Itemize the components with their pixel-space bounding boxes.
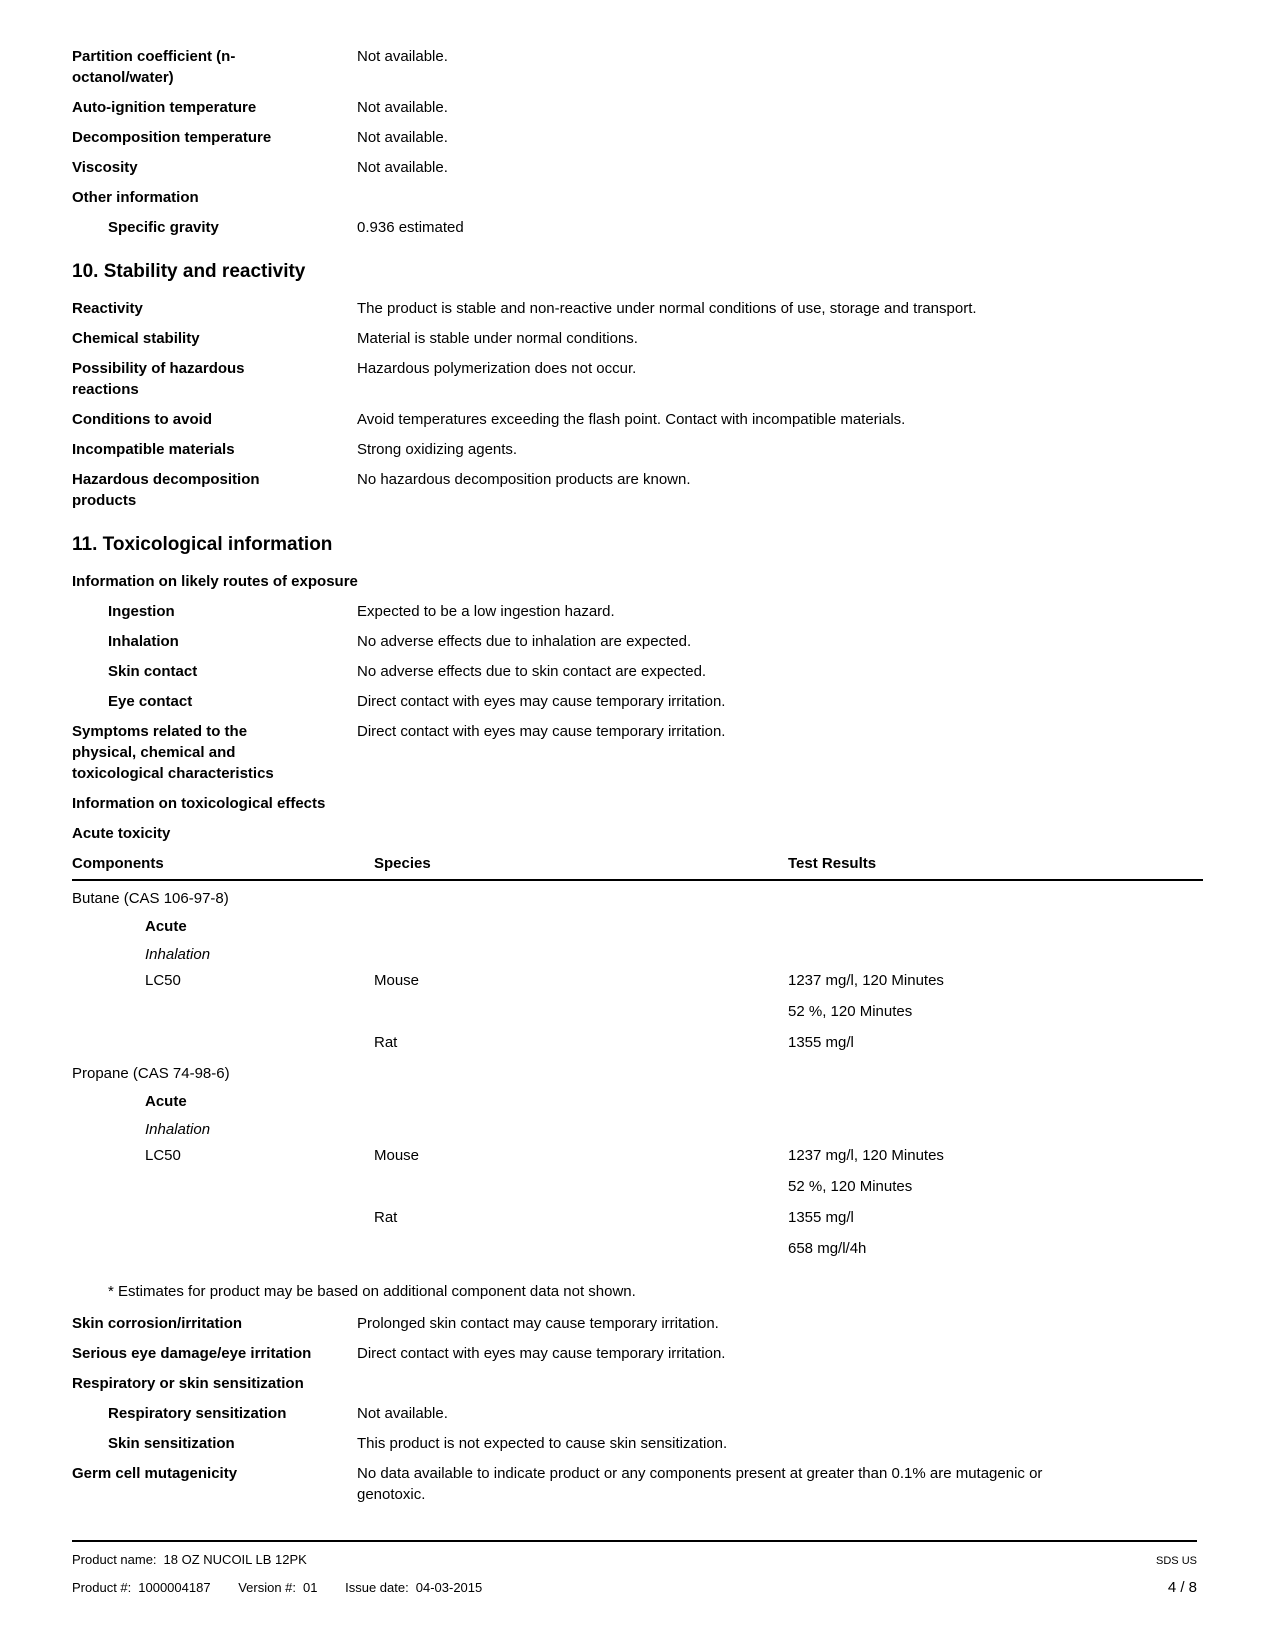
toxicological-effects-heading: Information on toxicological effects (72, 795, 326, 812)
species-cell: Mouse (374, 1147, 420, 1164)
result-cell: 1237 mg/l, 120 Minutes (788, 1147, 944, 1164)
table-row (72, 1145, 1203, 1166)
version-value: 01 (303, 1580, 318, 1595)
property-label: Decomposition temperature (72, 129, 272, 146)
page-footer (72, 1540, 1197, 1596)
physical-properties-section (72, 46, 1203, 238)
property-row (72, 601, 1203, 622)
property-label: Ingestion (108, 603, 175, 620)
property-label: Partition coefficient (n-octanol/water) (72, 48, 236, 86)
product-number-value: 1000004187 (138, 1580, 211, 1595)
routes-of-exposure-heading: Information on likely routes of exposure (72, 573, 358, 590)
test-cell (72, 1207, 374, 1228)
version-label: Version #: (238, 1580, 297, 1595)
result-cell: 658 mg/l/4h (788, 1240, 867, 1257)
property-label: Specific gravity (108, 219, 219, 236)
toxicity-class: Acute (145, 918, 187, 935)
property-value: Direct contact with eyes may cause temporary irritation. (357, 1345, 726, 1362)
property-value: This product is not expected to cause skin sensitization. (357, 1435, 728, 1452)
property-label: Skin contact (108, 663, 198, 680)
property-label: Conditions to avoid (72, 411, 212, 428)
test-cell: LC50 (145, 1147, 181, 1164)
property-label: Incompatible materials (72, 441, 235, 458)
acute-toxicity-table (72, 853, 1203, 1259)
product-name (72, 1551, 307, 1568)
result-cell: 52 %, 120 Minutes (788, 1178, 913, 1195)
section-11-title: 11. Toxicological information (72, 534, 333, 555)
species-cell (374, 1238, 788, 1259)
acute-toxicity-heading: Acute toxicity (72, 825, 171, 842)
property-value: No data available to indicate product or any components present at greater than 0.1% are mutagenic or genotoxic. (357, 1465, 1043, 1503)
footer-row (72, 1551, 1197, 1570)
property-row (72, 631, 1203, 652)
property-row (72, 97, 1203, 118)
property-value: The product is stable and non-reactive under normal conditions of use, storage and transport. (357, 300, 977, 317)
property-value: Not available. (357, 129, 448, 146)
property-row (72, 661, 1203, 682)
property-row (72, 469, 1203, 511)
issue-date-value: 04-03-2015 (415, 1580, 483, 1595)
property-label: Eye contact (108, 693, 193, 710)
property-value: 0.936 estimated (357, 219, 464, 236)
property-label: Chemical stability (72, 330, 200, 347)
component-group (72, 1063, 1203, 1259)
issue-date-label: Issue date: (345, 1580, 409, 1595)
result-cell: 1237 mg/l, 120 Minutes (788, 972, 944, 989)
stability-reactivity-section (72, 298, 1203, 511)
property-label: Serious eye damage/eye irritation (72, 1345, 312, 1362)
property-label: Reactivity (72, 300, 143, 317)
species-cell (374, 1176, 788, 1197)
sds-region-tag: SDS US (1156, 1555, 1197, 1567)
product-number-label: Product #: (72, 1580, 132, 1595)
property-value: No adverse effects due to skin contact are expected. (357, 663, 707, 680)
property-value: Not available. (357, 99, 448, 116)
species-cell: Rat (374, 1034, 398, 1051)
property-row (72, 328, 1203, 349)
sensitization-heading: Respiratory or skin sensitization (72, 1375, 304, 1392)
property-row (72, 439, 1203, 460)
other-information-heading: Other information (72, 189, 199, 206)
species-cell: Mouse (374, 972, 420, 989)
test-cell (72, 1238, 374, 1259)
property-value: Not available. (357, 48, 448, 65)
property-label: Germ cell mutagenicity (72, 1465, 238, 1482)
property-value: Material is stable under normal conditions. (357, 330, 638, 347)
property-value: Expected to be a low ingestion hazard. (357, 603, 615, 620)
footer-row (72, 1579, 1197, 1596)
property-row (72, 1343, 1203, 1364)
exposure-route: Inhalation (145, 946, 211, 963)
species-cell (374, 1001, 788, 1022)
property-row (72, 157, 1203, 178)
property-row (72, 46, 1203, 88)
property-value: Strong oxidizing agents. (357, 441, 518, 458)
property-value: Prolonged skin contact may cause temporary irritation. (357, 1315, 719, 1332)
property-row (72, 298, 1203, 319)
property-value: Direct contact with eyes may cause temporary irritation. (357, 693, 726, 710)
property-row (72, 358, 1203, 400)
property-row (72, 1403, 1203, 1424)
property-value: Not available. (357, 159, 448, 176)
test-cell (72, 1032, 374, 1053)
column-header-components: Components (72, 855, 164, 872)
property-label: Viscosity (72, 159, 138, 176)
property-label: Hazardous decomposition products (72, 471, 260, 509)
table-row (72, 1001, 1203, 1022)
product-name-value: 18 OZ NUCOIL LB 12PK (163, 1552, 307, 1567)
result-cell: 1355 mg/l (788, 1209, 854, 1226)
section-10-title: 10. Stability and reactivity (72, 261, 306, 282)
component-name: Propane (CAS 74-98-6) (72, 1065, 230, 1082)
property-row (72, 1313, 1203, 1334)
estimates-footnote: * Estimates for product may be based on additional component data not shown. (108, 1283, 636, 1300)
property-label: Skin corrosion/irritation (72, 1315, 243, 1332)
table-row (72, 1207, 1203, 1228)
test-cell (72, 1001, 374, 1022)
toxicological-information-section (72, 571, 1203, 1505)
property-row (72, 217, 1203, 238)
species-cell: Rat (374, 1209, 398, 1226)
property-row (72, 1463, 1203, 1505)
property-row (72, 691, 1203, 712)
component-group (72, 888, 1203, 1053)
property-label: Skin sensitization (108, 1435, 235, 1452)
table-header-row (72, 853, 1203, 881)
property-row (72, 127, 1203, 148)
property-label: Symptoms related to the physical, chemical and toxicological characteristics (72, 723, 274, 782)
column-header-species: Species (374, 855, 431, 872)
page-number: 4 / 8 (1167, 1579, 1197, 1596)
exposure-route: Inhalation (145, 1121, 211, 1138)
product-meta (72, 1579, 482, 1596)
property-value: Not available. (357, 1405, 448, 1422)
property-label: Auto-ignition temperature (72, 99, 257, 116)
column-header-test-results: Test Results (788, 855, 877, 872)
table-row (72, 1176, 1203, 1197)
property-row (72, 409, 1203, 430)
property-value: Direct contact with eyes may cause temporary irritation. (357, 723, 726, 740)
toxicity-class: Acute (145, 1093, 187, 1110)
result-cell: 52 %, 120 Minutes (788, 1003, 913, 1020)
property-row (72, 721, 1203, 784)
property-value: Hazardous polymerization does not occur. (357, 360, 637, 377)
property-row (72, 1433, 1203, 1454)
table-row (72, 1032, 1203, 1053)
property-label: Possibility of hazardous reactions (72, 360, 245, 398)
component-name: Butane (CAS 106-97-8) (72, 890, 229, 907)
test-cell (72, 1176, 374, 1197)
property-value: No hazardous decomposition products are known. (357, 471, 691, 488)
table-row (72, 970, 1203, 991)
property-label: Respiratory sensitization (108, 1405, 287, 1422)
table-row (72, 1238, 1203, 1259)
property-value: No adverse effects due to inhalation are expected. (357, 633, 692, 650)
product-name-label: Product name: (72, 1552, 157, 1567)
test-cell: LC50 (145, 972, 181, 989)
property-label: Inhalation (108, 633, 179, 650)
property-value: Avoid temperatures exceeding the flash point. Contact with incompatible materials. (357, 411, 906, 428)
result-cell: 1355 mg/l (788, 1034, 854, 1051)
